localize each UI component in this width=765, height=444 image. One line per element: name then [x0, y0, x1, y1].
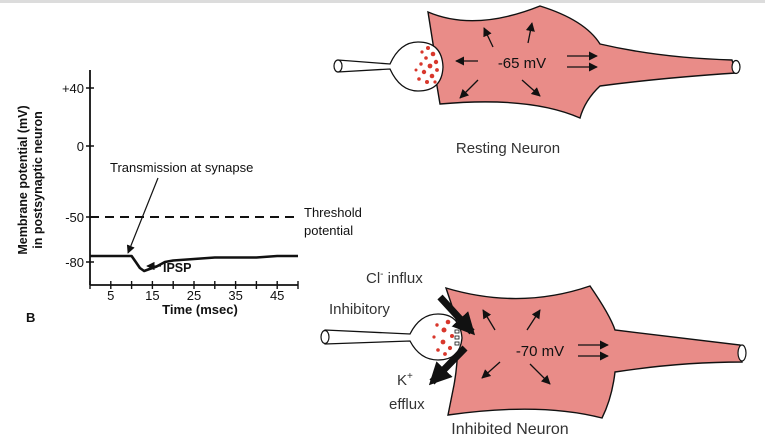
cl-influx-label: Cl- influx — [366, 269, 423, 287]
y-tick-label: 0 — [76, 139, 84, 154]
inhibitory-terminal-end — [321, 331, 329, 344]
x-tick-label: 45 — [269, 288, 285, 303]
x-tick-label: 35 — [228, 288, 243, 303]
transmission-label: Transmission at synapse — [110, 160, 254, 175]
inhibited-potential-value: -70 mV — [515, 343, 565, 360]
resting-cell-body — [428, 6, 736, 118]
y-axis-label-line1: Membrane potential (mV) — [16, 105, 30, 255]
threshold-label-line1: Threshold — [304, 205, 362, 220]
x-tick-label: 25 — [186, 288, 202, 303]
x-axis-label: Time (msec) — [162, 302, 238, 317]
resting-terminal-end — [334, 60, 342, 72]
y-axis-label-line2: in postsynaptic neuron — [31, 111, 45, 249]
k-efflux-label: efflux — [389, 396, 425, 413]
inhibited-neuron — [321, 269, 746, 438]
threshold-label-line2: potential — [304, 223, 354, 238]
inhibited-caption: Inhibited Neuron — [451, 421, 569, 438]
resting-neuron — [334, 6, 740, 157]
inhibitory-label: Inhibitory — [329, 301, 390, 318]
membrane-potential-chart — [16, 70, 362, 325]
x-tick-label: 15 — [145, 288, 160, 303]
k-label: K+ — [397, 371, 413, 389]
y-tick-label: +40 — [61, 81, 84, 96]
top-border — [0, 0, 765, 3]
inhibited-axon-end — [738, 345, 746, 361]
inhibitory-terminal — [323, 314, 463, 360]
synaptic-cleft-channels — [455, 330, 459, 345]
y-tick-label: -80 — [65, 255, 84, 270]
inhibited-cell-body — [446, 286, 742, 418]
resting-axon-end — [732, 61, 740, 74]
membrane-potential-trace — [90, 256, 298, 271]
panel-label: B — [26, 310, 36, 325]
x-tick-label: 5 — [107, 288, 115, 303]
ipsp-label: IPSP — [163, 261, 192, 275]
transmission-pointer — [128, 178, 158, 253]
resting-caption: Resting Neuron — [455, 140, 561, 157]
resting-potential-value: -65 mV — [497, 55, 547, 72]
y-tick-label: -50 — [65, 210, 84, 225]
